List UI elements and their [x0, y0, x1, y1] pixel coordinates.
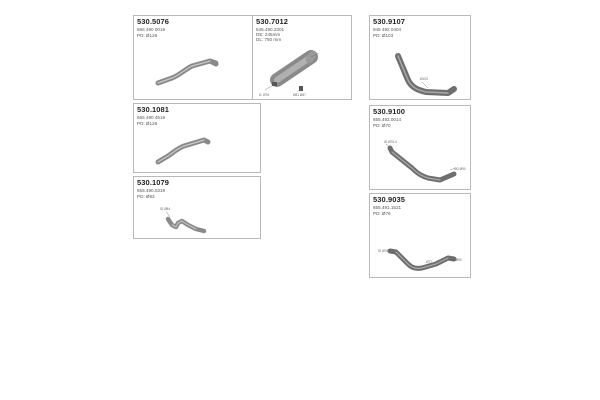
- part-oem-number: 656 490 0019: [137, 27, 166, 32]
- pipe-illustration: [370, 16, 472, 101]
- part-number: 530.1081: [137, 105, 170, 114]
- product-card-530-9100[interactable]: [369, 105, 471, 190]
- part-number: 530.1079: [137, 178, 170, 187]
- part-diameter: PD: Ø126: [137, 33, 158, 38]
- product-card-530-5076[interactable]: [133, 15, 261, 100]
- part-oem-number: 945 492 0404: [373, 27, 402, 32]
- part-oem-number: 545.490.2301: [256, 27, 285, 32]
- part-number: 530.9107: [373, 17, 406, 26]
- diameter-label: D: Ø76: [259, 93, 270, 97]
- part-diameter: PD: Ø83: [137, 194, 155, 199]
- product-card-530-1079[interactable]: [133, 176, 261, 239]
- pipe-illustration: [370, 106, 472, 191]
- diameter-label: ID Ø76.4: [378, 249, 391, 253]
- diameter-label: Ø103: [420, 77, 428, 81]
- pipe-illustration: [134, 104, 262, 174]
- pipe-illustration: [370, 194, 472, 279]
- product-card-530-1081[interactable]: [133, 103, 261, 173]
- diameter-label: Ø77: [426, 260, 433, 264]
- part-oem-number: 656.490.0319: [137, 188, 166, 193]
- part-number: 530.9035: [373, 195, 406, 204]
- product-card-530-9107[interactable]: [369, 15, 471, 100]
- part-oem-number: 655.492.0014: [373, 117, 402, 122]
- part-oem-number: 655.491.1521: [373, 205, 402, 210]
- diameter-label: OD Ø90: [450, 258, 462, 262]
- diameter-label: ID Ø76.4: [384, 140, 397, 144]
- part-oem-number: 655 490 4519: [137, 115, 166, 120]
- part-diameter-1: DE: 245mm: [256, 32, 281, 37]
- diameter-label: Ø81 Ø87: [293, 93, 306, 97]
- product-card-530-7012[interactable]: [252, 15, 352, 100]
- part-number: 530.9100: [373, 107, 406, 116]
- pipe-illustration: [134, 16, 262, 101]
- part-number: 530.5076: [137, 17, 170, 26]
- part-length: DL: 750 mm: [256, 37, 282, 42]
- part-diameter: PD: Ø76: [373, 211, 391, 216]
- pipe-illustration: [134, 177, 262, 240]
- diameter-label: OD Ø90: [454, 167, 466, 171]
- part-diameter: PD: Ø70: [373, 123, 391, 128]
- part-diameter: PD: Ø103: [373, 33, 394, 38]
- part-number: 530.7012: [256, 17, 289, 26]
- part-diameter: PD: Ø126: [137, 121, 158, 126]
- muffler-illustration: [253, 16, 353, 101]
- diameter-label: ID Ø84: [160, 207, 171, 211]
- product-card-530-9035[interactable]: [369, 193, 471, 278]
